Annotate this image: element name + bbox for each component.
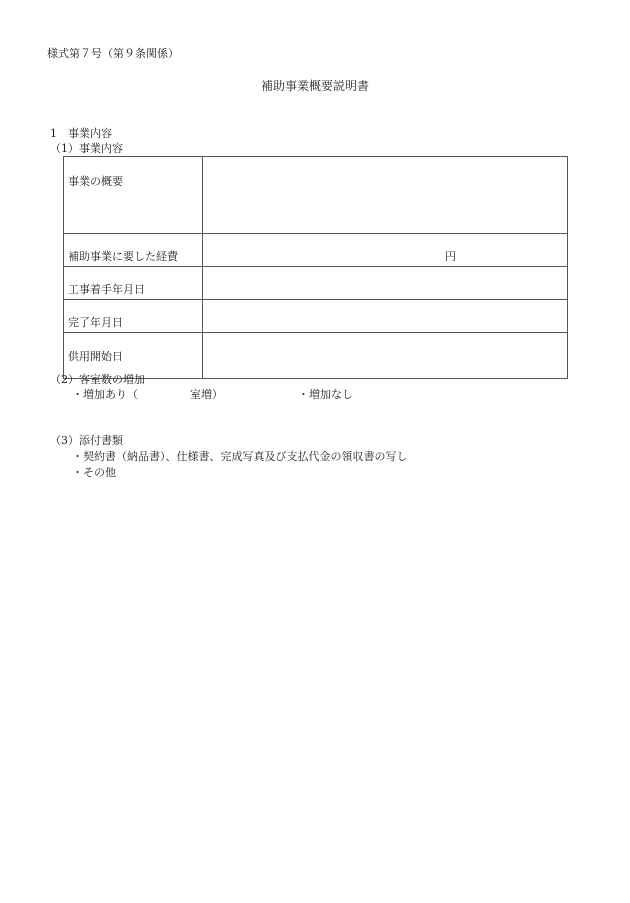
section1-number: 1: [50, 127, 57, 140]
section2-heading: （2）客室数の増加: [50, 373, 145, 386]
table-row-overview: [64, 157, 568, 234]
attachment-item: ・契約書（納品書）、仕様書、完成写真及び支払代金の領収書の写し: [72, 450, 408, 463]
service-start-value-cell: [203, 333, 568, 379]
section1-heading: [50, 128, 112, 139]
section3-heading: （3）添付書類: [50, 434, 123, 447]
document-title: 補助事業概要説明書: [260, 79, 369, 93]
table-row-service-start: [64, 333, 568, 379]
cost-label: 補助事業に要した経費: [64, 234, 203, 267]
project-summary-table: [63, 156, 568, 379]
start-date-label: 工事着手年月日: [64, 267, 203, 300]
section1-heading-text: 事業内容: [68, 127, 112, 140]
overview-label: 事業の概要: [64, 157, 203, 234]
overview-value-cell: [203, 157, 568, 234]
attachment-item: ・その他: [72, 466, 116, 479]
cost-unit: 円: [445, 250, 456, 263]
cost-value-cell: [203, 234, 568, 267]
option-increase: ・増加あり（: [72, 388, 138, 401]
form-number: 様式第７号（第９条関係）: [47, 47, 179, 60]
option-increase-unit: 室増）: [190, 388, 223, 401]
table-row-start-date: [64, 267, 568, 300]
section1-subheading: （1）事業内容: [50, 142, 123, 155]
start-date-value-cell: [203, 267, 568, 300]
completion-date-label: 完了年月日: [64, 300, 203, 333]
table-row-completion-date: [64, 300, 568, 333]
option-no-increase: ・増加なし: [298, 388, 353, 401]
service-start-label: 供用開始日: [64, 333, 203, 379]
table-row-cost: [64, 234, 568, 267]
completion-date-value-cell: [203, 300, 568, 333]
